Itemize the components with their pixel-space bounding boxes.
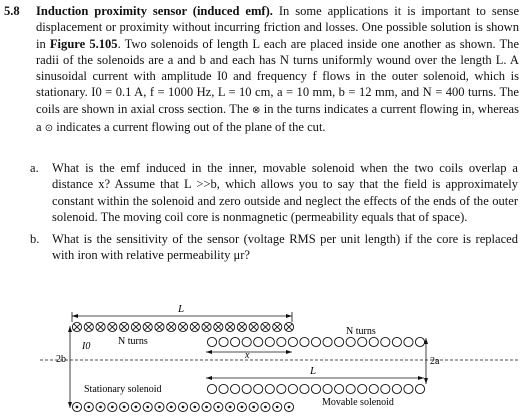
dim-L-top-arrow-left bbox=[72, 314, 78, 318]
movable-turn bbox=[254, 384, 263, 393]
movable-solenoid-bottom-turns bbox=[207, 384, 424, 393]
movable-turn bbox=[277, 384, 286, 393]
dim-L-top-arrow-right bbox=[286, 314, 292, 318]
label-N-turns-right: N turns bbox=[346, 326, 376, 337]
movable-turn bbox=[277, 337, 286, 346]
movable-turn bbox=[323, 337, 332, 346]
movable-turn bbox=[358, 384, 367, 393]
movable-turn bbox=[231, 384, 240, 393]
stationary-turn-current-in bbox=[178, 322, 187, 331]
stationary-turn-current-out bbox=[178, 402, 187, 411]
movable-turn bbox=[242, 337, 251, 346]
problem-parts bbox=[24, 160, 518, 270]
movable-turn bbox=[335, 337, 344, 346]
stationary-turn-current-out bbox=[143, 402, 152, 411]
stationary-turn-current-in bbox=[120, 322, 129, 331]
stationary-turn-current-out bbox=[214, 402, 223, 411]
problem-number: 5.8 bbox=[4, 4, 20, 18]
movable-turn bbox=[231, 337, 240, 346]
movable-turn bbox=[219, 384, 228, 393]
movable-turn bbox=[300, 384, 309, 393]
movable-turn bbox=[369, 337, 378, 346]
stationary-solenoid-top-turns bbox=[72, 322, 293, 331]
stationary-turn-current-in bbox=[202, 322, 211, 331]
part-b-text: What is the sensitivity of the sensor (voltage RMS per unit length) if the core is replaced with iron with relative permeability μr? bbox=[52, 232, 518, 263]
label-2a: 2a bbox=[430, 356, 440, 367]
movable-turn bbox=[288, 337, 297, 346]
movable-turn bbox=[311, 337, 320, 346]
movable-turn bbox=[346, 337, 355, 346]
stationary-turn-current-in bbox=[190, 322, 199, 331]
movable-turn bbox=[392, 384, 401, 393]
movable-turn bbox=[404, 337, 413, 346]
figure-reference: Figure 5.105 bbox=[49, 36, 118, 51]
stationary-turn-current-in bbox=[237, 322, 246, 331]
movable-turn bbox=[358, 337, 367, 346]
part-a-label: a. bbox=[30, 161, 39, 175]
label-L-top: L bbox=[178, 303, 185, 315]
problem-text-2: . Two solenoids of length L each are placed inside one another as shown. The radii of the solenoids are a and b and each has N turns uniformly wound over the length L. A sinusoidal current with amplitude I0 and frequency f flows in the outer solenoid, which is stationary. I0 = 0.1 A, f = 1000 Hz, L = 10 cm, a = 10 mm, b = 12 mm, and N = 400 turns. The coils are shown in axial cross section. The bbox=[36, 36, 520, 116]
stationary-turn-current-out bbox=[226, 402, 235, 411]
stationary-turn-current-out bbox=[108, 402, 117, 411]
part-a bbox=[24, 160, 518, 225]
movable-turn bbox=[265, 384, 274, 393]
part-b-label: b. bbox=[30, 232, 40, 247]
stationary-turn-current-out bbox=[273, 402, 282, 411]
part-b bbox=[24, 231, 518, 264]
stationary-turn-current-in bbox=[167, 322, 176, 331]
movable-turn bbox=[311, 384, 320, 393]
movable-turn bbox=[207, 384, 216, 393]
movable-turn bbox=[381, 337, 390, 346]
movable-turn bbox=[346, 384, 355, 393]
label-2b: 2b bbox=[56, 354, 66, 365]
stationary-turn-current-in bbox=[96, 322, 105, 331]
stationary-turn-current-in bbox=[273, 322, 282, 331]
problem-5-8 bbox=[4, 3, 519, 137]
movable-turn bbox=[381, 384, 390, 393]
stationary-turn-current-out bbox=[190, 402, 199, 411]
stationary-turn-current-out bbox=[155, 402, 164, 411]
stationary-turn-current-in bbox=[131, 322, 140, 331]
stationary-turn-current-out bbox=[167, 402, 176, 411]
stationary-turn-current-out bbox=[237, 402, 246, 411]
problem-text-3: in the turns indicates a current flowing in, whereas a bbox=[36, 101, 519, 135]
problem-statement bbox=[36, 3, 519, 137]
stationary-turn-current-in bbox=[72, 322, 81, 331]
label-stationary-solenoid: Stationary solenoid bbox=[84, 384, 162, 395]
stationary-turn-current-out bbox=[72, 402, 81, 411]
figure-solenoid-sensor bbox=[0, 298, 525, 418]
problem-text-4: indicates a current flowing out of the plane of the cut. bbox=[53, 120, 326, 135]
movable-turn bbox=[404, 384, 413, 393]
movable-turn bbox=[369, 384, 378, 393]
stationary-turn-current-out bbox=[84, 402, 93, 411]
problem-title: Induction proximity sensor (induced emf). bbox=[36, 4, 273, 18]
stationary-turn-current-out bbox=[96, 402, 105, 411]
stationary-turn-current-out bbox=[249, 402, 258, 411]
movable-turn bbox=[323, 384, 332, 393]
stationary-turn-current-in bbox=[155, 322, 164, 331]
movable-turn bbox=[219, 337, 228, 346]
stationary-turn-current-in bbox=[214, 322, 223, 331]
stationary-turn-current-out bbox=[202, 402, 211, 411]
stationary-turn-current-in bbox=[261, 322, 270, 331]
stationary-turn-current-in bbox=[84, 322, 93, 331]
stationary-solenoid-bottom-turns bbox=[72, 402, 293, 411]
movable-turn bbox=[265, 337, 274, 346]
current-out-symbol: ⊙ bbox=[44, 123, 54, 135]
movable-turn bbox=[392, 337, 401, 346]
movable-turn bbox=[415, 384, 424, 393]
label-movable-solenoid: Movable solenoid bbox=[322, 397, 394, 408]
stationary-turn-current-out bbox=[261, 402, 270, 411]
problem-text-1: In some applications it is important to sense displacement or proximity without incurring friction and losses. One possible solution is shown in bbox=[36, 4, 520, 51]
part-a-text: What is the emf induced in the inner, movable solenoid when the two coils overlap a distance x? Assume that L >>b, which allows you to say that the field is approximately constant within the solenoid and zero outside and neglect the effects of the ends of the outer solenoid. The moving coil core is nonmagnetic (permeability equals that of space). bbox=[52, 161, 518, 224]
stationary-turn-current-out bbox=[131, 402, 140, 411]
movable-turn bbox=[288, 384, 297, 393]
stationary-turn-current-in bbox=[284, 322, 293, 331]
stationary-turn-current-in bbox=[226, 322, 235, 331]
movable-turn bbox=[300, 337, 309, 346]
stationary-turn-current-in bbox=[143, 322, 152, 331]
stationary-turn-current-out bbox=[120, 402, 129, 411]
current-in-symbol: ⊗ bbox=[252, 104, 261, 116]
label-I0: I0 bbox=[82, 341, 91, 352]
movable-turn bbox=[207, 337, 216, 346]
label-x: x bbox=[245, 350, 250, 361]
stationary-turn-current-in bbox=[108, 322, 117, 331]
label-L-bottom: L bbox=[310, 365, 317, 377]
stationary-turn-current-out bbox=[284, 402, 293, 411]
movable-solenoid-top-turns bbox=[207, 337, 424, 346]
movable-turn bbox=[415, 337, 424, 346]
label-N-turns-left: N turns bbox=[118, 336, 148, 347]
movable-turn bbox=[242, 384, 251, 393]
stationary-turn-current-in bbox=[249, 322, 258, 331]
movable-turn bbox=[254, 337, 263, 346]
movable-turn bbox=[335, 384, 344, 393]
